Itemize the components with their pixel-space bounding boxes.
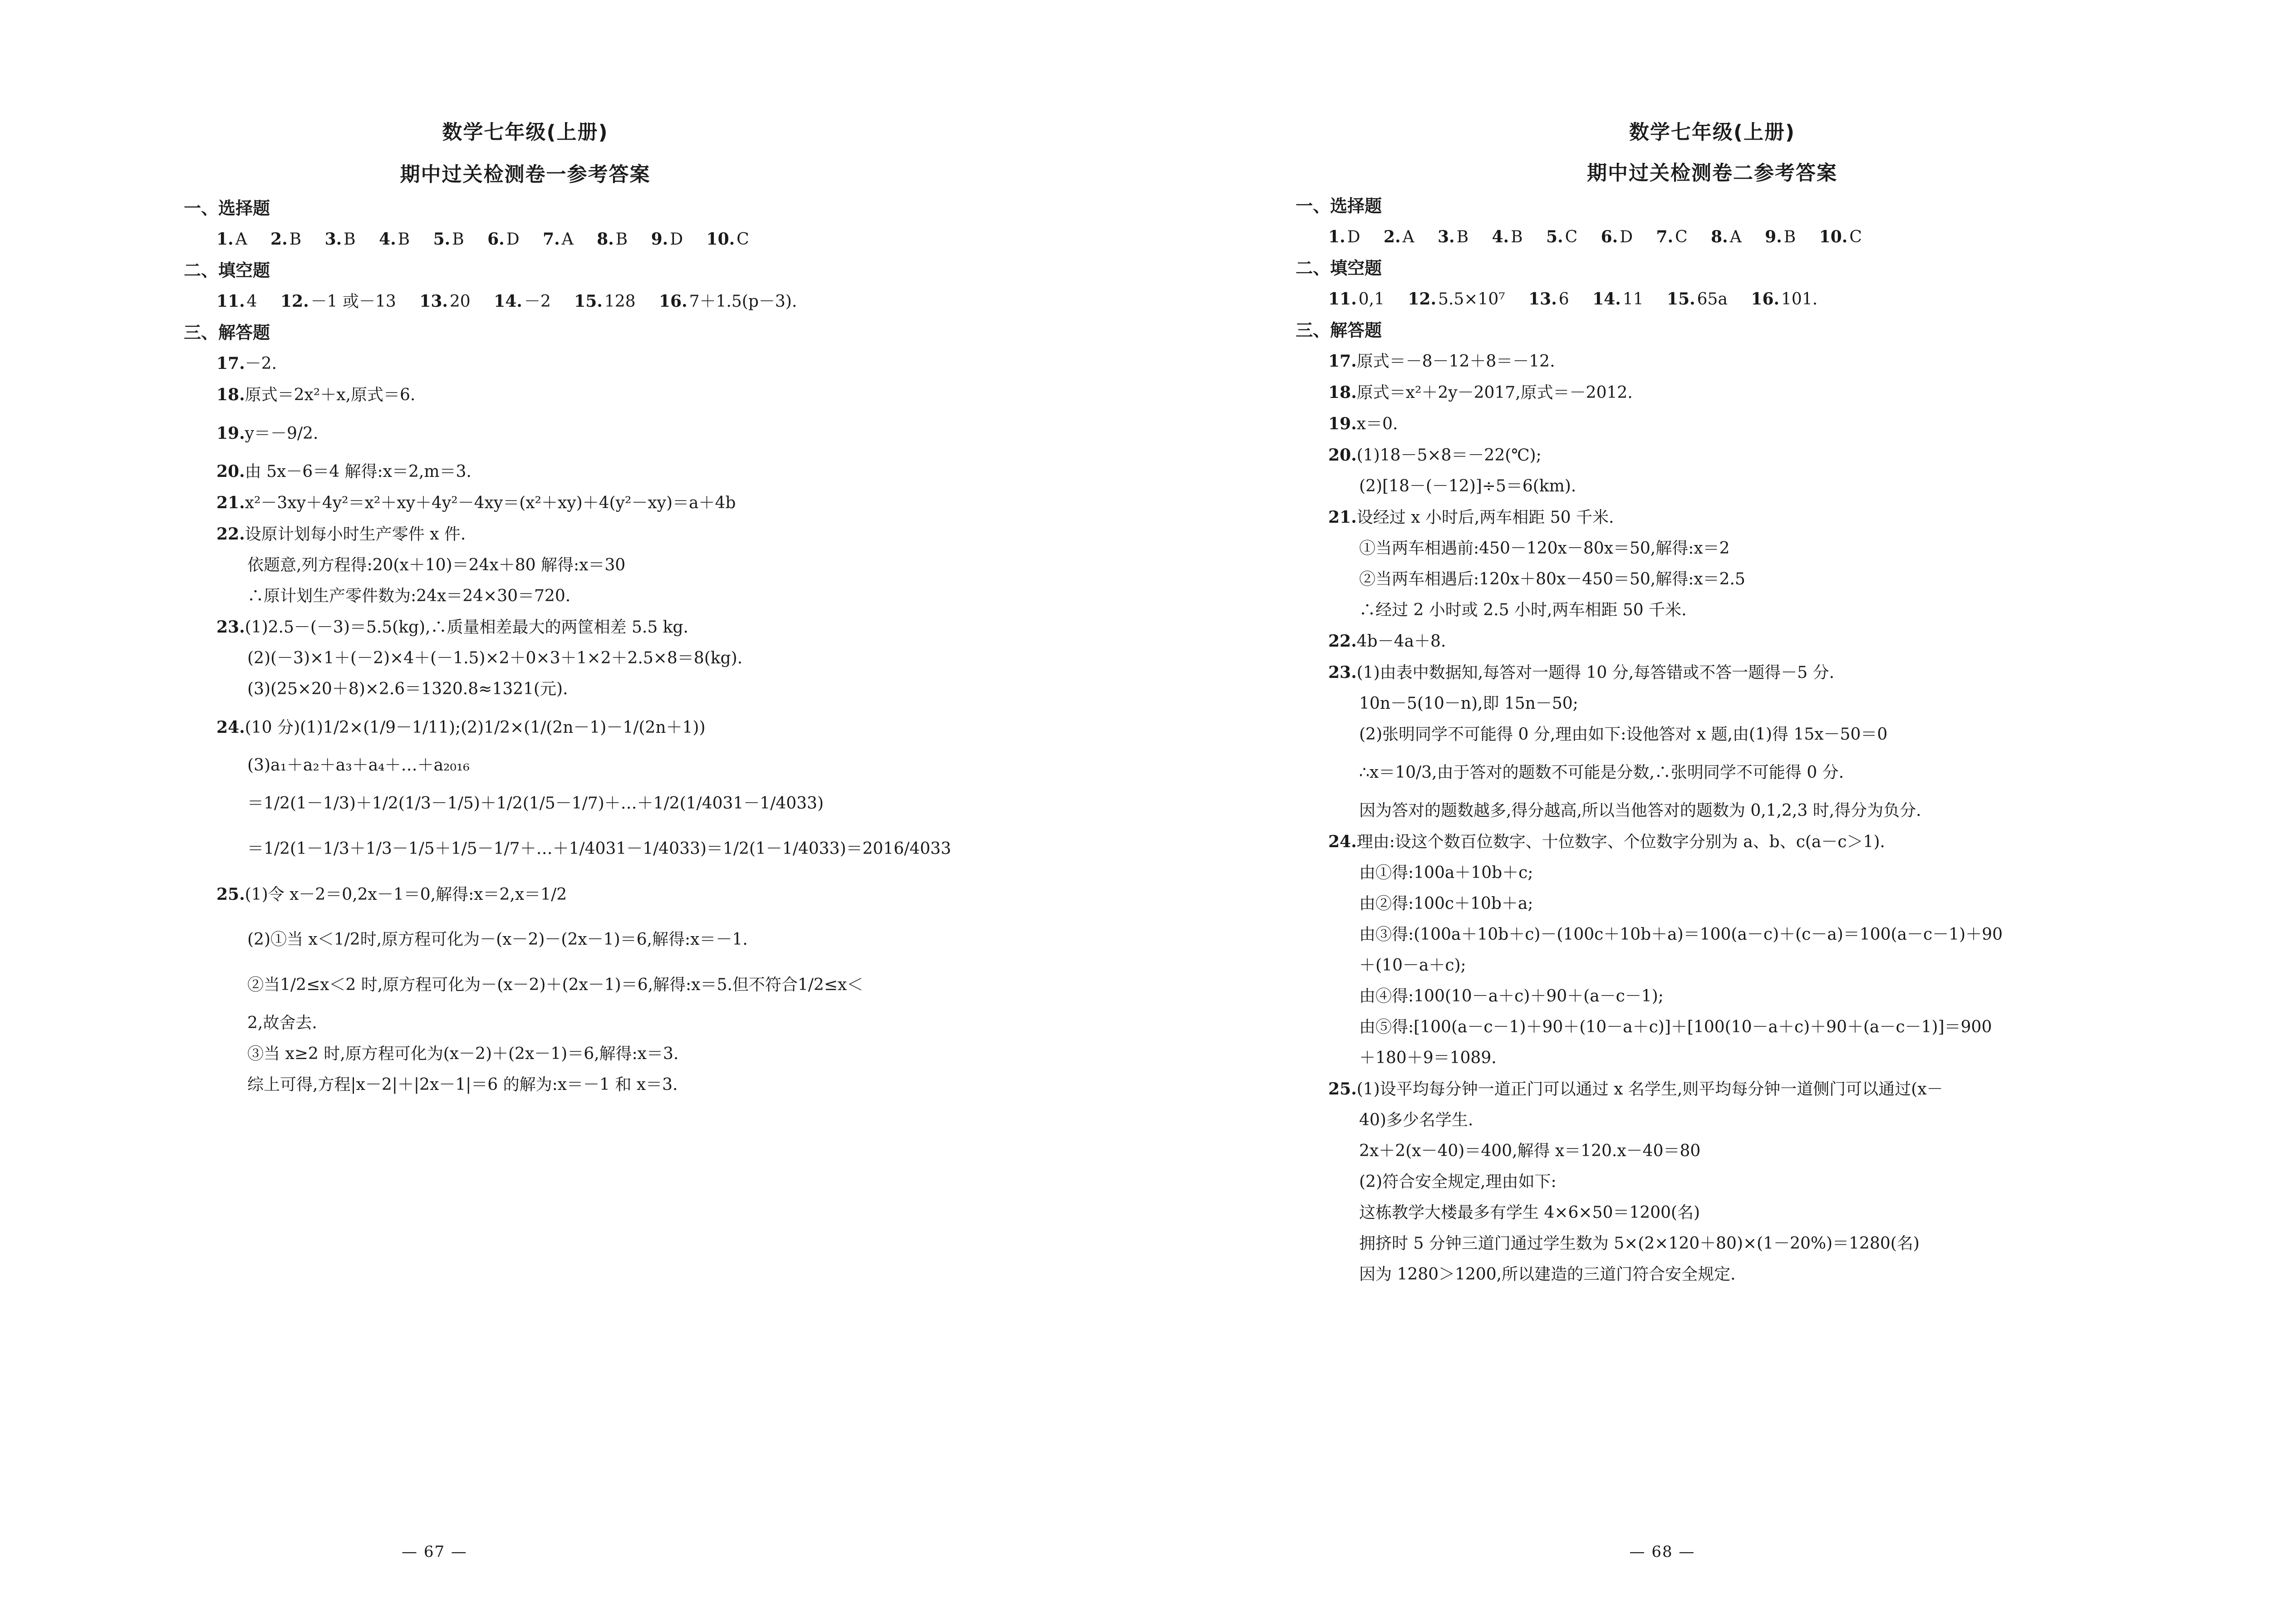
mcq-item: 7. C	[1656, 227, 1688, 246]
left-section-fill: 二、填空题	[184, 260, 270, 280]
right-answer-line: ＋(10－a＋c);	[1359, 956, 1466, 975]
right-answer-content	[1296, 191, 2194, 1290]
right-section-fill: 二、填空题	[1296, 258, 1382, 278]
right-page	[1141, 0, 2269, 1624]
fill-item: 12. 5.5×10⁷	[1408, 289, 1505, 309]
right-answer-line: 这栋教学大楼最多有学生 4×6×50＝1200(名)	[1359, 1203, 1700, 1222]
fill-item: 16. 7＋1.5(p－3).	[658, 292, 797, 311]
left-answer-24: 24.(10 分)(1)1/2×(1/9－1/11);(2)1/2×(1/(2n－1)－1/(2n＋1))	[216, 718, 706, 737]
right-answer-line: ①当两车相遇前:450－120x－80x＝50,解得:x＝2	[1359, 539, 1730, 558]
left-header-title: 数学七年级(上册)	[442, 121, 609, 144]
right-fill-answers	[1296, 284, 2194, 315]
left-answer-line: ＝1/2(1－1/3)＋1/2(1/3－1/5)＋1/2(1/5－1/7)＋…＋1/2(1/4031－1/4033)	[247, 794, 824, 813]
left-answer-line: (2)①当 x＜1/2时,原方程可化为－(x－2)－(2x－1)＝6,解得:x＝－1.	[247, 930, 748, 949]
left-answer-line: (2)(－3)×1＋(－2)×4＋(－1.5)×2＋0×3＋1×2＋2.5×8＝8(kg).	[247, 649, 743, 667]
mcq-item: 8. A	[1711, 227, 1742, 246]
right-answer-23: 23.(1)由表中数据知,每答对一题得 10 分,每答错或不答一题得－5 分.	[1328, 663, 1835, 682]
right-page-number: — 68 —	[1629, 1543, 1695, 1561]
mcq-item: 6. D	[487, 230, 520, 249]
left-header-subtitle: 期中过关检测卷一参考答案	[400, 163, 651, 186]
fill-item: 16. 101.	[1751, 289, 1818, 309]
left-answer-line: (3)a₁＋a₂＋a₃＋a₄＋…＋a₂₀₁₆	[247, 756, 470, 775]
right-section-choice: 一、选择题	[1296, 196, 1382, 216]
left-answer-25: 25.(1)令 x－2＝0,2x－1＝0,解得:x＝2,x＝1/2	[216, 885, 567, 904]
fill-item: 13. 6	[1528, 289, 1569, 309]
left-answer-line: 依题意,列方程得:20(x＋10)＝24x＋80 解得:x＝30	[247, 556, 626, 574]
mcq-item: 8. B	[597, 230, 628, 249]
mcq-item: 4. B	[1492, 227, 1523, 246]
fill-item: 15. 128	[574, 292, 636, 311]
right-answer-line: 40)多少名学生.	[1359, 1111, 1473, 1129]
mcq-item: 2. B	[270, 230, 302, 249]
right-header-title: 数学七年级(上册)	[1629, 121, 1796, 144]
right-answer-line: 因为答对的题数越多,得分越高,所以当他答对的题数为 0,1,2,3 时,得分为负分.	[1359, 801, 1921, 820]
right-answer-22: 22.4b－4a＋8.	[1328, 632, 1446, 651]
right-answer-line: 因为 1280＞1200,所以建造的三道门符合安全规定.	[1359, 1265, 1736, 1284]
right-answer-19: 19.x＝0.	[1328, 414, 1398, 433]
right-answer-line: 拥挤时 5 分钟三道门通过学生数为 5×(2×120＋80)×(1－20%)＝1280(名)	[1359, 1234, 1920, 1253]
mcq-item: 3. B	[1437, 227, 1469, 246]
left-answer-22: 22.设原计划每小时生产零件 x 件.	[216, 525, 466, 544]
right-answer-line: 由④得:100(10－a＋c)＋90＋(a－c－1);	[1359, 987, 1664, 1006]
left-answer-19: 19.y＝－9/2.	[216, 424, 319, 443]
mcq-item: 1. A	[216, 230, 247, 249]
right-answer-line: 10n－5(10－n),即 15n－50;	[1359, 694, 1578, 713]
left-answer-line: (3)(25×20＋8)×2.6＝1320.8≈1321(元).	[247, 680, 568, 698]
fill-item: 11. 0,1	[1328, 289, 1385, 309]
right-answer-line: (2)张明同学不可能得 0 分,理由如下:设他答对 x 题,由(1)得 15x－50＝0	[1359, 725, 1888, 744]
left-answer-line: 综上可得,方程|x－2|＋|2x－1|＝6 的解为:x＝－1 和 x＝3.	[247, 1075, 678, 1094]
left-fill-answers	[184, 286, 1046, 317]
fill-item: 11. 4	[216, 292, 257, 311]
left-answer-20: 20.由 5x－6＝4 解得:x＝2,m＝3.	[216, 462, 471, 481]
right-answer-line: (2)符合安全规定,理由如下:	[1359, 1173, 1557, 1191]
right-answer-18: 18.原式＝x²＋2y－2017,原式＝－2012.	[1328, 383, 1633, 402]
left-answer-line: 2,故舍去.	[247, 1014, 317, 1032]
right-answer-line: ∴经过 2 小时或 2.5 小时,两车相距 50 千米.	[1359, 601, 1687, 619]
mcq-item: 4. B	[379, 230, 410, 249]
fill-item: 14. 11	[1592, 289, 1644, 309]
right-answer-line: 由②得:100c＋10b＋a;	[1359, 894, 1533, 913]
mcq-item: 7. A	[543, 230, 574, 249]
mcq-item: 1. D	[1328, 227, 1360, 246]
right-answer-line: ②当两车相遇后:120x＋80x－450＝50,解得:x＝2.5	[1359, 570, 1745, 589]
mcq-item: 6. D	[1601, 227, 1633, 246]
mcq-item: 2. A	[1383, 227, 1414, 246]
right-mcq-answers	[1296, 221, 2194, 253]
left-section-choice: 一、选择题	[184, 198, 270, 218]
left-answer-content	[184, 193, 1046, 1100]
left-answer-21: 21.x²－3xy＋4y²＝x²＋xy＋4y²－4xy＝(x²＋xy)＋4(y²－xy)＝a＋4b	[216, 493, 736, 512]
right-answer-line: (2)[18－(－12)]÷5＝6(km).	[1359, 477, 1577, 496]
mcq-item: 5. B	[433, 230, 464, 249]
left-mcq-answers	[184, 224, 1046, 255]
mcq-item: 9. D	[651, 230, 683, 249]
right-answer-24: 24.理由:设这个数百位数字、十位数字、个位数字分别为 a、b、c(a－c＞1).	[1328, 832, 1885, 851]
mcq-item: 5. C	[1546, 227, 1578, 246]
right-answer-20: 20.(1)18－5×8＝－22(℃);	[1328, 446, 1542, 465]
left-page-number: — 67 —	[402, 1543, 467, 1561]
fill-item: 13. 20	[419, 292, 471, 311]
left-answer-23: 23.(1)2.5－(－3)＝5.5(kg),∴质量相差最大的两筐相差 5.5 kg.	[216, 618, 688, 637]
right-answer-line: ＋180＋9＝1089.	[1359, 1049, 1497, 1067]
right-answer-line: 由⑤得:[100(a－c－1)＋90＋(10－a＋c)]＋[100(10－a＋c)＋90＋(a－c－1)]＝900	[1359, 1018, 1992, 1036]
fill-item: 14. －2	[494, 292, 551, 311]
left-answer-line: ∴原计划生产零件数为:24x＝24×30＝720.	[247, 587, 571, 605]
right-answer-line: 2x＋2(x－40)＝400,解得 x＝120.x－40＝80	[1359, 1142, 1701, 1160]
mcq-item: 10. C	[1819, 227, 1862, 246]
right-header-subtitle: 期中过关检测卷二参考答案	[1587, 162, 1837, 185]
right-answer-17: 17.原式＝－8－12＋8＝－12.	[1328, 352, 1555, 371]
fill-item: 15. 65a	[1667, 289, 1728, 309]
right-answer-line: 由①得:100a＋10b＋c;	[1359, 864, 1533, 882]
left-answer-line: ③当 x≥2 时,原方程可化为(x－2)＋(2x－1)＝6,解得:x＝3.	[247, 1045, 679, 1063]
left-answer-17: 17.－2.	[216, 354, 277, 373]
right-answer-25: 25.(1)设平均每分钟一道正门可以通过 x 名学生,则平均每分钟一道侧门可以通过(x－	[1328, 1079, 1943, 1099]
mcq-item: 10. C	[706, 230, 749, 249]
left-section-solve: 三、解答题	[184, 323, 270, 343]
left-answer-line: ＝1/2(1－1/3＋1/3－1/5＋1/5－1/7＋…＋1/4031－1/4033)＝1/2(1－1/4033)＝2016/4033	[247, 839, 951, 858]
right-answer-21: 21.设经过 x 小时后,两车相距 50 千米.	[1328, 508, 1614, 527]
mcq-item: 3. B	[324, 230, 356, 249]
right-answer-line: ∴x＝10/3,由于答对的题数不可能是分数,∴张明同学不可能得 0 分.	[1359, 763, 1844, 782]
fill-item: 12. －1 或－13	[280, 292, 396, 311]
left-answer-line: ②当1/2≤x＜2 时,原方程可化为－(x－2)＋(2x－1)＝6,解得:x＝5.但不符合1/2≤x＜	[247, 976, 864, 994]
right-section-solve: 三、解答题	[1296, 320, 1382, 340]
left-answer-18: 18.原式＝2x²＋x,原式＝6.	[216, 385, 416, 404]
right-answer-line: 由③得:(100a＋10b＋c)－(100c＋10b＋a)＝100(a－c)＋(c－a)＝100(a－c－1)＋90	[1359, 925, 2003, 944]
mcq-item: 9. B	[1765, 227, 1796, 246]
